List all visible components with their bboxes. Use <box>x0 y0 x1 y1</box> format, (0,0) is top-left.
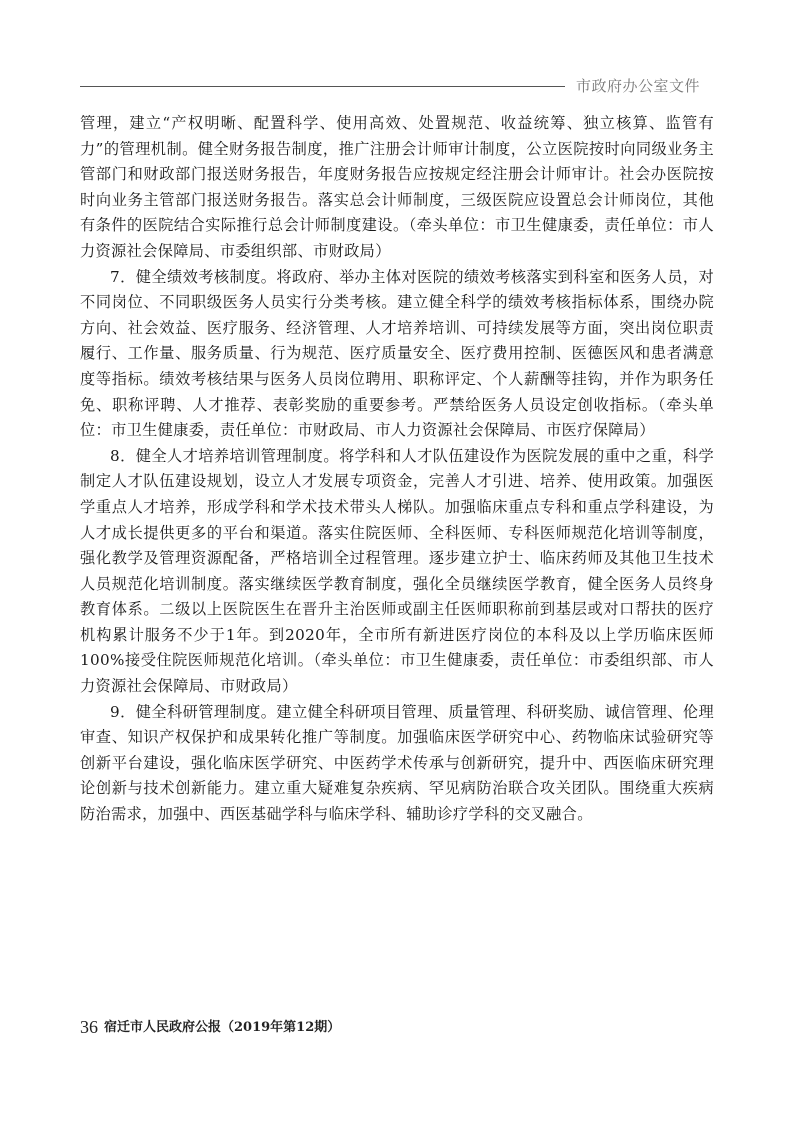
running-header <box>80 76 720 98</box>
journal-title: 宿迁市人民政府公报（2019年第12期） <box>104 1020 341 1035</box>
header-rule <box>80 86 565 87</box>
paragraph-item-7: 7．健全绩效考核制度。将政府、举办主体对医院的绩效考核落实到科室和医务人员，对不同岗位、不同职级医务人员实行分类考核。建立健全科学的绩效考核指标体系，围绕办院方向、社会效益、医疗服务、经济管理、人才培养培训、可持续发展等方面，突出岗位职责履行、工作量、服务质量、行为规范、医疗质量安全、医疗费用控制、医德医风和患者满意度等指标。绩效考核结果与医务人员岗位聘用、职称评定、个人薪酬等挂钩，并作为职务任免、职称评聘、人才推荐、表彰奖励的重要参考。严禁给医务人员设定创收指标。（牵头单位：市卫生健康委，责任单位：市财政局、市人力资源社会保障局、市医疗保障局） <box>80 267 714 440</box>
paragraph-item-8: 8．健全人才培养培训管理制度。将学科和人才队伍建设作为医院发展的重中之重，科学制定人才队伍建设规划，设立人才发展专项资金，完善人才引进、培养、使用政策。加强医学重点人才培养，形成学科和学术技术带头人梯队。加强临床重点专科和重点学科建设，为人才成长提供更多的平台和渠道。落实住院医师、全科医师、专科医师规范化培训等制度，强化教学及管理资源配备，严格培训全过程管理。逐步建立护士、临床药师及其他卫生技术人员规范化培训制度。落实继续医学教育制度，强化全员继续医学教育，健全医务人员终身教育体系。二级以上医院医生在晋升主治医师或副主任医师职称前到基层或对口帮扶的医疗机构累计服务不少于1年。到2020年，全市所有新进医疗岗位的本科及以上学历临床医师100%接受住院医师规范化培训。（牵头单位：市卫生健康委，责任单位：市委组织部、市人力资源社会保障局、市财政局） <box>80 446 714 696</box>
paragraph-continuation: 管理，建立“产权明晰、配置科学、使用高效、处置规范、收益统筹、独立核算、监管有力”的管理机制。健全财务报告制度，推广注册会计师审计制度，公立医院按时向同级业务主管部门和财政部门报送财务报告，年度财务报告应按规定经注册会计师审计。社会办医院按时向业务主管部门报送财务报告。落实总会计师制度，三级医院应设置总会计师岗位，其他有条件的医院结合实际推行总会计师制度建设。（牵头单位：市卫生健康委，责任单位：市人力资源社会保障局、市委组织部、市财政局） <box>80 114 714 260</box>
paragraph-item-9: 9．健全科研管理制度。建立健全科研项目管理、质量管理、科研奖励、诚信管理、伦理审查、知识产权保护和成果转化推广等制度。加强临床医学研究中心、药物临床试验研究等创新平台建设，强化临床医学研究、中医药学术传承与创新研究，提升中、西医临床研究理论创新与技术创新能力。建立重大疑难复杂疾病、罕见病防治联合攻关团队。围绕重大疾病防治需求，加强中、西医基础学科与临床学科、辅助诊疗学科的交叉融合。 <box>80 702 714 824</box>
header-title: 市政府办公室文件 <box>576 77 701 95</box>
article-body <box>80 111 714 828</box>
page-number: 36 <box>80 1017 98 1037</box>
